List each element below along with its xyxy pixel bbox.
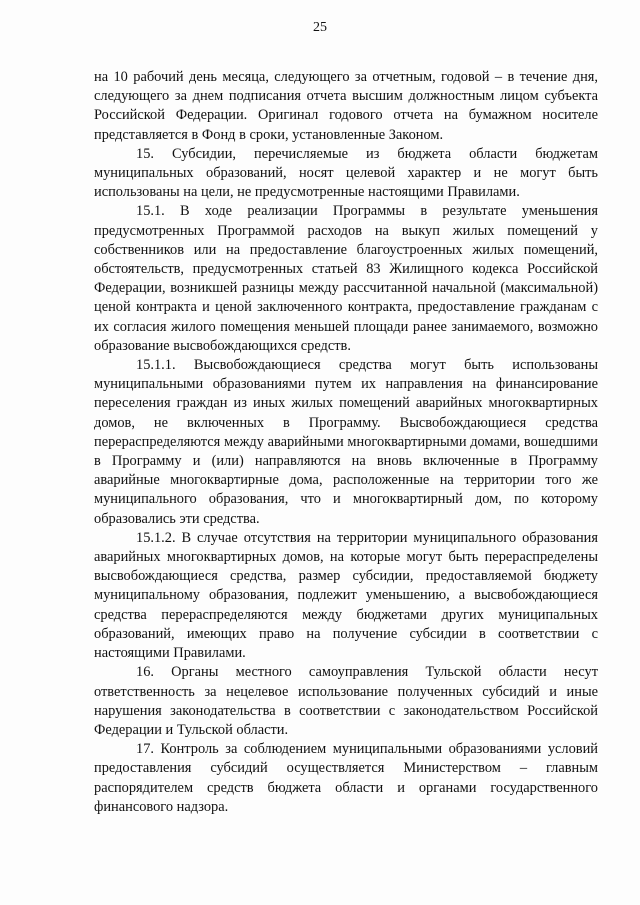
paragraph-15-1-1: 15.1.1. Высвобождающиеся средства могут быть использованы муниципальными образованиями путем их направления на финансирование переселения граждан из иных жилых помещений аварийных многоквартирных домов, не включенных в Программу. Высвобождающиеся средства перераспределяются между аварийными многоквартирными домами, вошедшими в Программу и (или) направляются на вновь включенные в Программу аварийные многоквартирные дома, расположенные на территории того же муниципального образования, что и многоквартирный дом, по которому образовались эти средства. <box>94 357 598 527</box>
paragraph-15-1: 15.1. В ходе реализации Программы в результате уменьшения предусмотренных Программой расходов на выкуп жилых помещений у собственников или на предоставление благоустроенных жилых помещений, обстоятельств, предусмотренных статьей 83 Жилищного кодекса Российской Федерации, возникшей разницы между рассчитанной начальной (максимальной) ценой контракта и ценой заключенного контракта, предоставление гражданам с их согласия жилого помещения меньшей площади ранее занимаемого, возможно образование высвобождающихся средств. <box>94 203 598 354</box>
paragraph-16: 16. Органы местного самоуправления Тульской области несут ответственность за нецелевое использование полученных субсидий и иные нарушения законодательства в соответствии с законодательством Российской Федерации и Тульской области. <box>94 664 598 738</box>
page-number: 25 <box>313 20 327 35</box>
paragraph-continuation: на 10 рабочий день месяца, следующего за отчетным, годовой – в течение дня, следующего за днем подписания отчета высшим должностным лицом субъекта Российской Федерации. Оригинал годового отчета на бумажном носителе представляется в Фонд в сроки, установленные Законом. <box>94 69 598 143</box>
paragraph-17: 17. Контроль за соблюдением муниципальными образованиями условий предоставления субсидий осуществляется Министерством – главным распорядителем средств бюджета области и органами государственного финансового надзора. <box>94 741 598 815</box>
document-body <box>94 68 598 817</box>
paragraph-15: 15. Субсидии, перечисляемые из бюджета области бюджетам муниципальных образований, носят целевой характер и не могут быть использованы на цели, не предусмотренные настоящими Правилами. <box>94 145 598 201</box>
paragraph-15-1-2: 15.1.2. В случае отсутствия на территории муниципального образования аварийных многоквартирных домов, на которые могут быть перераспределены высвобождающиеся средства, размер субсидии, предоставляемой бюджету муниципальному образования, подлежит уменьшению, а высвобождающиеся средства перераспределяются между бюджетами других муниципальных образований, имеющих право на получение субсидии в соответствии с настоящими Правилами. <box>94 529 598 662</box>
